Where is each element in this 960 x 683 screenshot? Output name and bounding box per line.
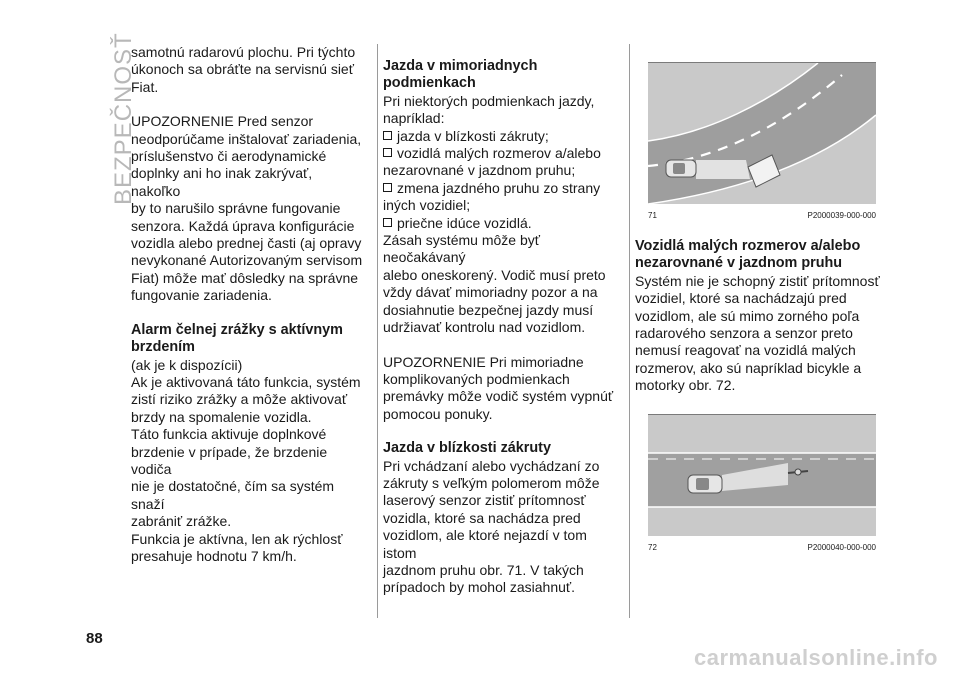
warning-paragraph: UPOZORNENIE Pred senzor neodporúčame inštalovať zariadenia, príslušenstvo či aerodynamické doplnky ani ho inak zakrývať, nakoľko by to narušilo správne fungovanie senzora. Každá úprava konfigurácie vozidla alebo prednej časti (aj opravy nevykonané Autorizovaným servisom Fiat) môže mať dôsledky na správne fungovanie zariadenia. bbox=[131, 113, 363, 304]
straight-road-svg bbox=[648, 415, 876, 536]
square-bullet-icon bbox=[383, 183, 392, 192]
paragraph: Pri niektorých podmienkach jazdy, napríklad: bbox=[383, 92, 595, 127]
paragraph: Pri vchádzaní alebo vychádzaní zo zákruty s veľkým polomerom môže laserový senzor zistiť prítomnosť vozidla, ktoré sa nachádza pred vozidlom, ale ktoré nejazdí v tom istom jazdnom pruhu obr. 71. V takých prípadoch by mohol zasiahnuť. bbox=[383, 457, 600, 596]
section-heading: Jazda v blízkosti zákruty bbox=[383, 440, 551, 457]
page-number: 88 bbox=[86, 630, 103, 647]
own-car-icon bbox=[666, 160, 696, 177]
column-divider bbox=[629, 44, 630, 618]
section-heading: Vozidlá malých rozmerov a/alebo nezarovnané v jazdnom pruhu bbox=[635, 238, 861, 272]
warning-paragraph: UPOZORNENIE Pri mimoriadne komplikovaných podmienkach premávky môže vodič systém vypnúť pomocou ponuky. bbox=[383, 353, 614, 422]
list-item: zmena jazdného pruhu zo strany bbox=[383, 180, 623, 197]
figure-71-caption: 71 P2000039-000-000 bbox=[648, 211, 876, 220]
section-heading: Alarm čelnej zrážky s aktívnym brzdením bbox=[131, 321, 343, 356]
bullet-list: jazda v blízkosti zákruty; vozidlá malých rozmerov a/alebo nezarovnané v jazdnom pruhu; zmena jazdného pruhu zo strany iných vozidiel; priečne idúce vozidlá. bbox=[383, 128, 623, 232]
watermark: carmanualsonline.info bbox=[694, 645, 938, 670]
list-item: jazda v blízkosti zákruty; bbox=[383, 128, 623, 145]
paragraph: Zásah systému môže byť neočakávaný alebo oneskorený. Vodič musí preto vždy dávať mimoriadny pozor a na dosiahnutie bezpečnej jazdy musí udržiavať kontrolu nad vozidlom. bbox=[383, 232, 606, 336]
square-bullet-icon bbox=[383, 218, 392, 227]
list-item: priečne idúce vozidlá. bbox=[383, 215, 623, 232]
curve-road-svg bbox=[648, 63, 876, 204]
section-heading: Jazda v mimoriadnych podmienkach bbox=[383, 58, 538, 92]
paragraph: samotnú radarovú plochu. Pri týchto úkonoch sa obráťte na servisnú sieť Fiat. bbox=[131, 44, 356, 95]
list-item: vozidlá malých rozmerov a/alebo bbox=[383, 145, 623, 162]
square-bullet-icon bbox=[383, 148, 392, 157]
figure-71-curved-road-illustration bbox=[648, 63, 876, 204]
section-side-tab: BEZPEČNOSŤ bbox=[110, 32, 137, 205]
square-bullet-icon bbox=[383, 131, 392, 140]
own-car-icon bbox=[688, 475, 722, 493]
figure-72-caption: 72 P2000040-000-000 bbox=[648, 543, 876, 552]
column-1 bbox=[131, 44, 363, 565]
paragraph: (ak je k dispozícii) Ak je aktivovaná táto funkcia, systém zistí riziko zrážky a môže aktivovať brzdy na spomalenie vozidla. Táto funkcia aktivuje doplnkové brzdenie v prípade, že brzdenie vodiča nie je dostatočné, čím sa systém snaží zabrániť zrážke. Funkcia je aktívna, len ak rýchlosť presahuje hodnotu 7 km/h. bbox=[131, 356, 361, 564]
paragraph: Systém nie je schopný zistiť prítomnosť vozidiel, ktoré sa nachádzajú pred vozidlom, ale sú mimo zorného poľa radarového senzora a senzor preto nemusí reagovať na vozidlá malých rozmerov, ako sú napríklad bicykle a motorky obr. 72. bbox=[635, 272, 880, 394]
column-divider bbox=[377, 44, 378, 618]
figure-72-straight-road-illustration bbox=[648, 415, 876, 536]
column-2 bbox=[383, 58, 623, 597]
column-3 bbox=[635, 238, 880, 395]
